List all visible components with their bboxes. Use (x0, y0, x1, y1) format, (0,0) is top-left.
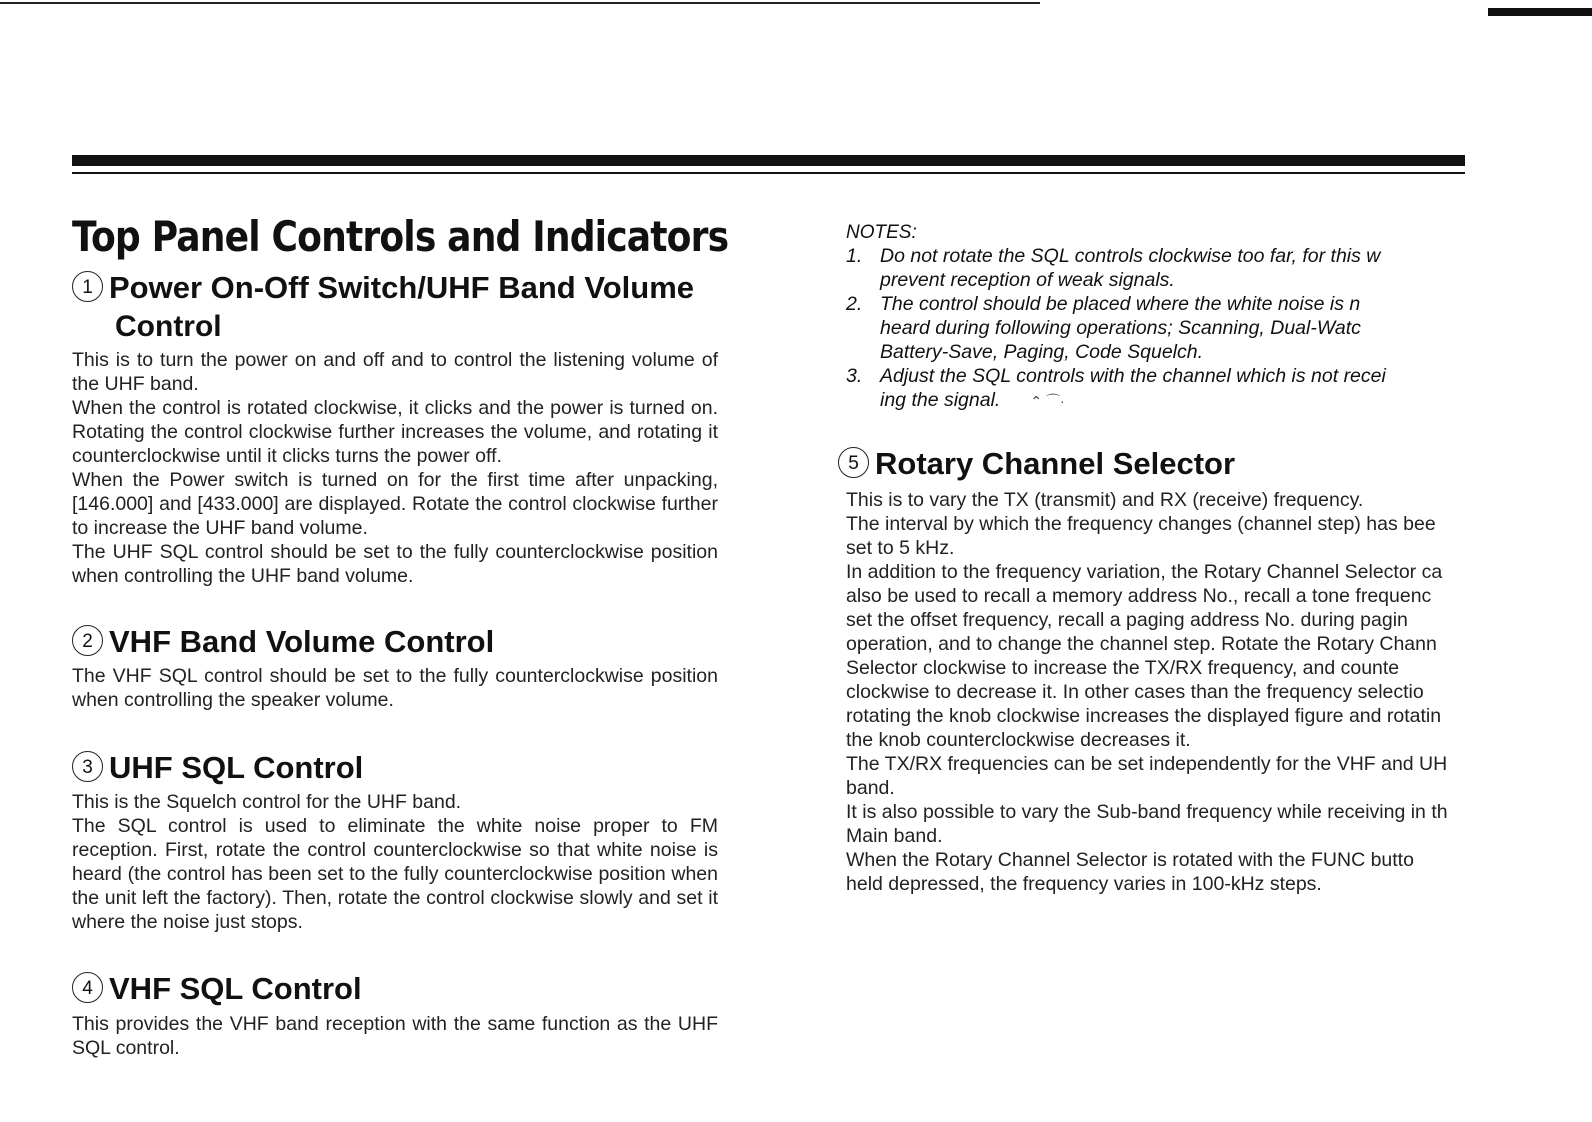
section-3-paragraph: This is the Squelch control for the UHF band. (72, 791, 462, 813)
section-4-number: 4 (72, 972, 103, 1003)
section-5-line: also be used to recall a memory address No., recall a tone frequenc (846, 585, 1432, 607)
section-5-line: This is to vary the TX (transmit) and RX (receive) frequency. (846, 489, 1364, 511)
note-line: Do not rotate the SQL controls clockwise too far, for this w (880, 245, 1381, 267)
section-1-paragraph: The UHF SQL control should be set to the fully counterclockwise position when controlling the UHF band volume. (72, 541, 718, 587)
note-item (846, 364, 1478, 413)
section-5-line: The TX/RX frequencies can be set independently for the VHF and UH (846, 753, 1448, 775)
section-1-body (72, 348, 718, 588)
section-5-line: band. (846, 777, 895, 799)
top-corner-mark (1488, 8, 1592, 16)
section-5-line: The interval by which the frequency changes (channel step) has bee (846, 513, 1436, 535)
section-3-heading (72, 750, 363, 786)
section-2-paragraph: The VHF SQL control should be set to the fully counterclockwise position when controlling the speaker volume. (72, 665, 718, 711)
note-line: heard during following operations; Scanning, Dual-Watc (880, 317, 1361, 339)
scribble-mark: ⌃ ⌒· (1030, 393, 1065, 409)
notes-list (846, 244, 1478, 413)
section-1-paragraph: This is to turn the power on and off and to control the listening volume of the UHF band. (72, 349, 718, 395)
section-5-line: Main band. (846, 825, 943, 847)
section-2-heading (72, 624, 494, 660)
section-4-title: VHF SQL Control (109, 971, 362, 1006)
note-number: 1. (846, 245, 863, 267)
note-line: The control should be placed where the white noise is n (880, 293, 1361, 315)
section-5-line: operation, and to change the channel step. Rotate the Rotary Chann (846, 633, 1437, 655)
section-3-body (72, 790, 718, 934)
section-5-line: clockwise to decrease it. In other cases than the frequency selectio (846, 681, 1424, 703)
note-line: Adjust the SQL controls with the channel which is not recei (880, 365, 1386, 387)
section-5-line: held depressed, the frequency varies in 100-kHz steps. (846, 873, 1322, 895)
note-line-text: ing the signal. (880, 389, 1001, 411)
section-5-line: set the offset frequency, recall a paging address No. during pagin (846, 609, 1408, 631)
section-1-paragraph: When the Power switch is turned on for the first time after unpacking, [146.000] and [433.000] are displayed. Rotate the control clockwise further to increase the UHF band volume. (72, 469, 718, 539)
note-item (846, 292, 1478, 364)
section-3-title: UHF SQL Control (109, 750, 364, 785)
note-number: 3. (846, 365, 863, 387)
section-1-heading (72, 270, 694, 306)
section-1-title: Power On-Off Switch/UHF Band Volume (109, 270, 695, 305)
section-2-body (72, 664, 718, 712)
section-1-paragraph: When the control is rotated clockwise, it clicks and the power is turned on. Rotating the control clockwise further increases the volume, and rotating it counterclockwise until it clicks turns the power off. (72, 397, 718, 467)
section-5-title: Rotary Channel Selector (875, 446, 1236, 481)
note-line: Battery-Save, Paging, Code Squelch. (880, 341, 1204, 363)
note-item (846, 244, 1478, 292)
top-edge-rule (0, 2, 1040, 4)
section-5-number: 5 (838, 447, 869, 478)
notes-clip (846, 244, 1478, 414)
section-5-line: the knob counterclockwise decreases it. (846, 729, 1191, 751)
section-2-number: 2 (72, 625, 103, 656)
section-3-number: 3 (72, 751, 103, 782)
section-5-line: In addition to the frequency variation, the Rotary Channel Selector ca (846, 561, 1443, 583)
section-5-heading (838, 446, 1235, 482)
section-5-line: rotating the knob clockwise increases the displayed figure and rotatin (846, 705, 1442, 727)
header-band-thick (72, 155, 1465, 166)
section-4-body (72, 1012, 718, 1060)
section-5-line: Selector clockwise to increase the TX/RX frequency, and counte (846, 657, 1400, 679)
note-line (880, 388, 1478, 413)
header-band-thin (72, 172, 1465, 174)
note-number: 2. (846, 293, 863, 315)
section-2-title: VHF Band Volume Control (109, 624, 495, 659)
section-5-body (846, 488, 1478, 896)
notes-title: NOTES: (846, 222, 917, 243)
page-title: Top Panel Controls and Indicators (72, 212, 729, 261)
section-4-heading (72, 971, 362, 1007)
note-line: prevent reception of weak signals. (880, 269, 1175, 291)
section-1-number: 1 (72, 271, 103, 302)
section-4-paragraph: This provides the VHF band reception with the same function as the UHF SQL control. (72, 1013, 718, 1059)
section-3-paragraph: The SQL control is used to eliminate the white noise proper to FM reception. First, rotate the control counterclockwise so that white noise is heard (the control has been set to the fully counterclockwise position when the unit left the factory). Then, rotate the control clockwise slowly and set it where the noise just stops. (72, 815, 718, 933)
section-5-line: When the Rotary Channel Selector is rotated with the FUNC butto (846, 849, 1414, 871)
section-1-title-cont: Control (115, 310, 222, 343)
section-5-line: It is also possible to vary the Sub-band frequency while receiving in th (846, 801, 1448, 823)
section-5-line: set to 5 kHz. (846, 537, 955, 559)
